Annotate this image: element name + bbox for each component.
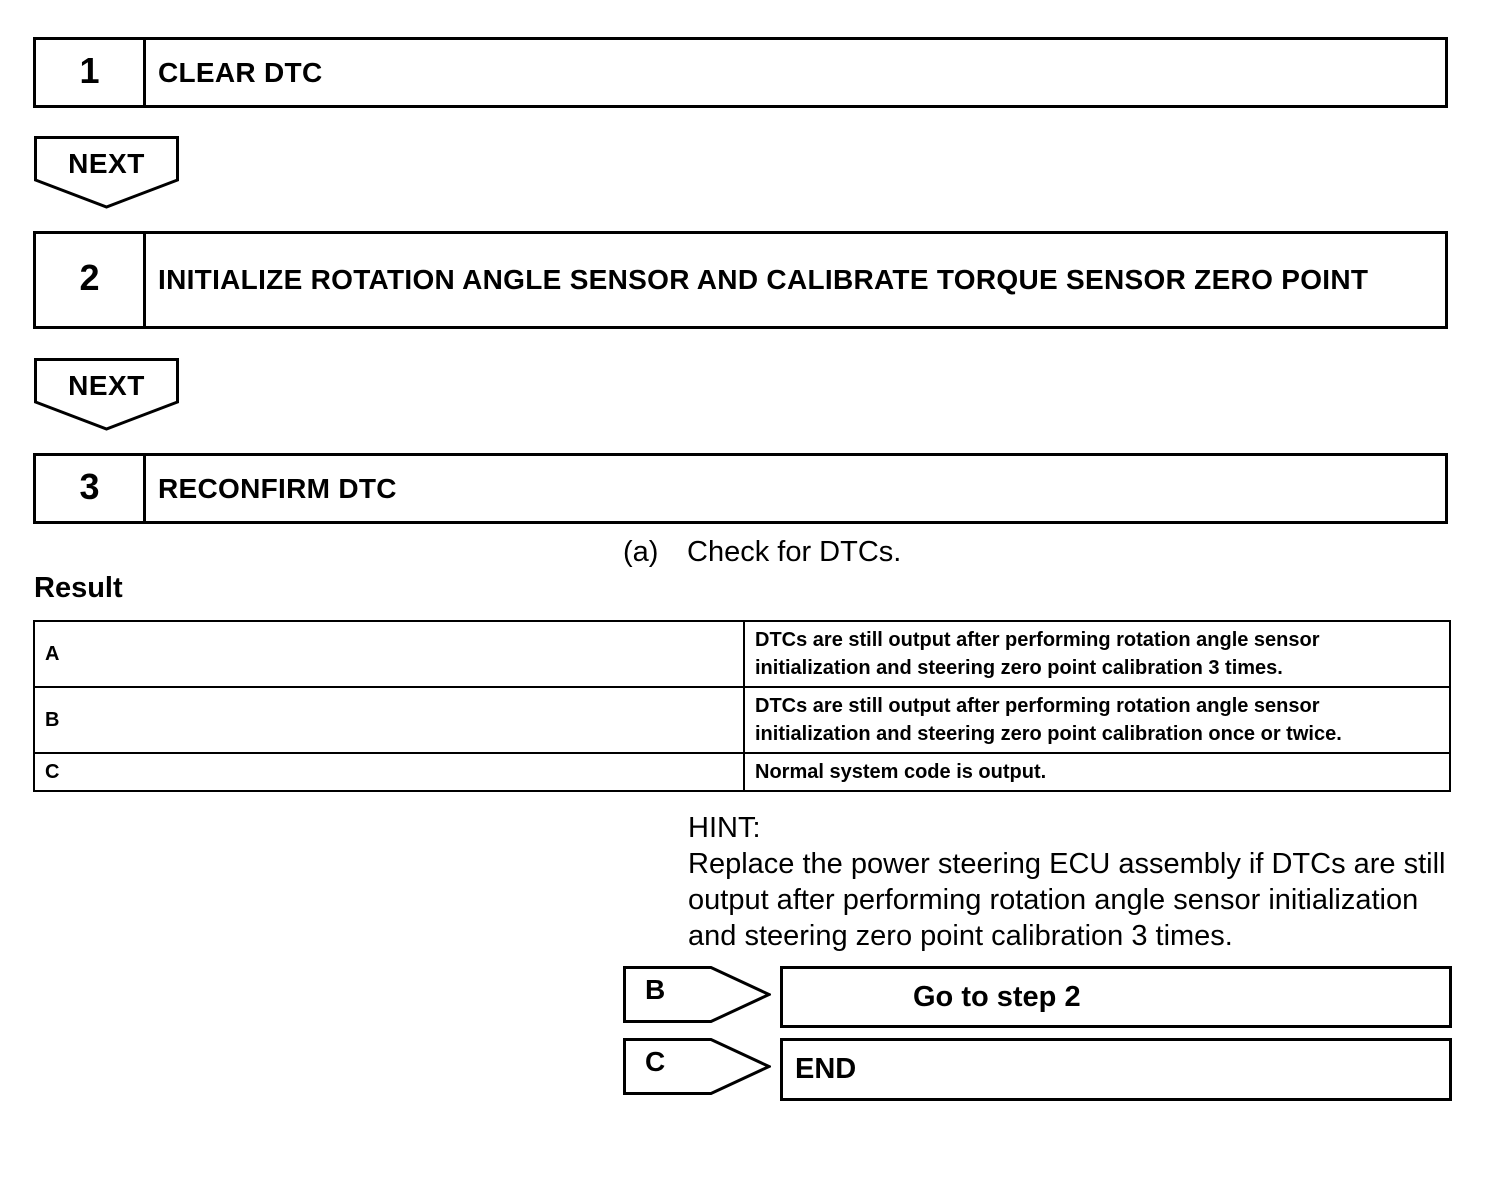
table-row xyxy=(34,687,1450,753)
branch-code: B xyxy=(645,974,666,1005)
check-instruction xyxy=(623,536,901,569)
branch-action: END xyxy=(795,1053,857,1085)
result-description: DTCs are still output after performing rotation angle sensor initialization and steering zero point calibration 3 times. xyxy=(744,621,1450,687)
step-number: 2 xyxy=(36,234,146,326)
hint-text: Replace the power steering ECU assembly if DTCs are still output after performing rotation angle sensor initialization and steering zero point calibration 3 times. xyxy=(688,848,1446,952)
instruction-text: Check for DTCs. xyxy=(687,536,902,568)
step-title: RECONFIRM DTC xyxy=(158,472,397,504)
next-arrow xyxy=(34,358,179,432)
table-row xyxy=(34,753,1450,791)
branch-action: Go to step 2 xyxy=(913,980,1081,1013)
branch-code: C xyxy=(645,1046,666,1077)
result-code: B xyxy=(34,687,744,753)
result-table xyxy=(33,620,1451,792)
result-code: C xyxy=(34,753,744,791)
result-description: DTCs are still output after performing rotation angle sensor initialization and steering zero point calibration once or twice. xyxy=(744,687,1450,753)
step-number: 3 xyxy=(36,456,146,521)
branch-action-box xyxy=(780,966,1452,1028)
next-label: NEXT xyxy=(68,148,145,179)
result-heading: Result xyxy=(34,572,123,604)
table-row xyxy=(34,621,1450,687)
result-code: A xyxy=(34,621,744,687)
result-description: Normal system code is output. xyxy=(744,753,1450,791)
instruction-item-label: (a) xyxy=(623,536,659,568)
branch-action-box xyxy=(780,1038,1452,1101)
step-title: INITIALIZE ROTATION ANGLE SENSOR AND CALIBRATE TORQUE SENSOR ZERO POINT xyxy=(158,264,1369,295)
next-label: NEXT xyxy=(68,370,145,401)
next-arrow xyxy=(34,136,179,210)
step-title: CLEAR DTC xyxy=(158,56,323,88)
step-1 xyxy=(33,37,1448,108)
step-number: 1 xyxy=(36,40,146,105)
branch-arrow-b xyxy=(623,966,771,1023)
step-3 xyxy=(33,453,1448,524)
hint-label: HINT: xyxy=(688,812,761,844)
hint-block xyxy=(688,810,1468,954)
branch-arrow-c xyxy=(623,1038,771,1095)
step-2 xyxy=(33,231,1448,329)
